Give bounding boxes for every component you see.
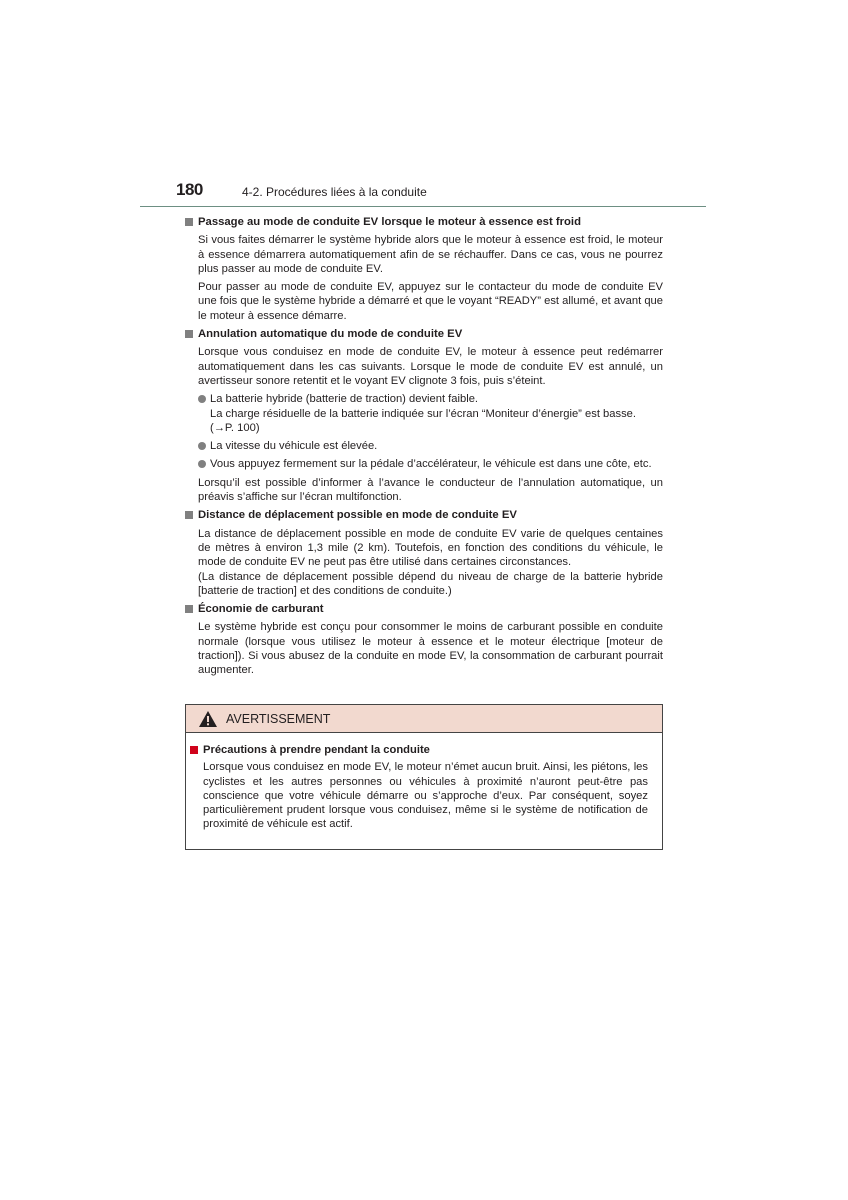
warning-header [186,705,662,733]
paragraph: Pour passer au mode de conduite EV, appuyez sur le contacteur du mode de conduite EV une fois que le système hybride a démarré et que le voyant “READY” est allumé, et avant que le moteur à essence démarre. [198,281,663,322]
list-item: La vitesse du véhicule est élevée. [198,439,663,453]
list-item: La batterie hybride (batterie de traction) devient faible. La charge résiduelle de la batterie indiquée sur l’écran “Moniteur d’énergie” est basse. (→P. 100) [198,392,663,435]
main-content [185,215,663,682]
square-bullet-icon [185,330,193,338]
warning-box [185,704,663,850]
list-item: Vous appuyez fermement sur la pédale d’accélérateur, le véhicule est dans une côte, etc. [198,457,663,471]
section-title: Passage au mode de conduite EV lorsque le moteur à essence est froid [185,215,663,229]
paragraph: Lorsque vous conduisez en mode de conduite EV, le moteur à essence peut redémarrer automatiquement dans les cas suivants. Lorsque le mode de conduite EV est annulé, un avertisseur sonore retentit et le voyant EV clignote 3 fois, puis s’éteint. [198,346,663,387]
paragraph: (La distance de déplacement possible dépend du niveau de charge de la batterie hybride [batterie de traction] et des conditions de conduite.) [198,570,663,597]
section-title: Distance de déplacement possible en mode de conduite EV [185,508,663,522]
warning-text: Lorsque vous conduisez en mode EV, le moteur n’émet aucun bruit. Ainsi, les piétons, les cyclistes et les autres personnes ou véhicules à proximité n’auront peut-être pas conscience que votre véhicule démarre ou s’approche d’eux. Par conséquent, soyez particulièrement prudent lorsque vous conduisez, même si le système de notification de proximité de véhicule est actif. [203,761,648,831]
paragraph: Lorsqu’il est possible d’informer à l’avance le conducteur de l’annulation automatique, un préavis s’affiche sur l’écran multifonction. [198,476,663,504]
circle-bullet-icon [198,460,206,468]
section-ev-cold-engine [185,215,663,323]
warning-triangle-icon [198,710,218,728]
paragraph: Le système hybride est conçu pour consommer le moins de carburant possible en conduite normale (lorsque vous utilisez le moteur à essence et le moteur électrique [moteur de traction]). Si vous abusez de la conduite en mode EV, la consommation de carburant pourrait augmenter. [198,621,663,677]
paragraph: Si vous faites démarrer le système hybride alors que le moteur à essence est froid, le moteur à essence démarrera automatiquement afin de se réchauffer. Dans ce cas, vous ne pourrez plus passer au mode de conduite EV. [198,234,663,275]
square-bullet-icon [190,746,198,754]
warning-body [186,733,662,832]
warning-title: AVERTISSEMENT [226,711,331,726]
header-rule [140,206,706,207]
circle-bullet-icon [198,442,206,450]
square-bullet-icon [185,605,193,613]
chapter-title: 4-2. Procédures liées à la conduite [242,185,427,199]
page-number: 180 [176,180,203,199]
section-ev-auto-cancel [185,327,663,504]
section-ev-distance [185,508,663,598]
square-bullet-icon [185,511,193,519]
warning-section-title: Précautions à prendre pendant la conduite [190,743,648,757]
section-title: Annulation automatique du mode de conduite EV [185,327,663,341]
section-title: Économie de carburant [185,602,663,616]
section-fuel-economy [185,602,663,677]
circle-bullet-icon [198,395,206,403]
square-bullet-icon [185,218,193,226]
paragraph: La distance de déplacement possible en mode de conduite EV varie de quelques centaines de mètres à environ 1,3 mile (2 km). Toutefois, en fonction des conditions du véhicule, le mode de conduite EV ne peut pas être utilisé dans certaines circonstances. [198,527,663,569]
